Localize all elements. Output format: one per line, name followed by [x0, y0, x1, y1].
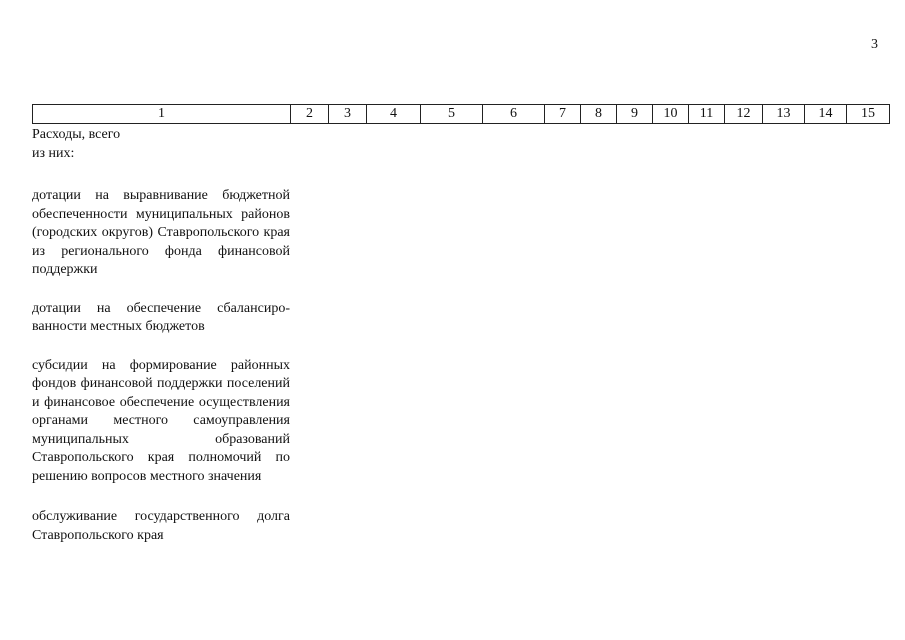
column-number-cell: 15 [847, 105, 890, 124]
row-label-subventions-funds: субсидии на формирование районных фондов финансовой поддержки поселений и финансовое обеспечение осуществления органами местного самоуправления муниципальных образований Ставропольского края полномочий по решению вопросов местного значения [32, 357, 290, 484]
column-number-cell: 8 [581, 105, 617, 124]
column-number-cell: 2 [291, 105, 329, 124]
column-number-cell: 6 [483, 105, 545, 124]
column-number-cell: 12 [725, 105, 763, 124]
column-number-cell: 9 [617, 105, 653, 124]
column-number-cell: 5 [421, 105, 483, 124]
column-number-cell: 11 [689, 105, 725, 124]
column-number-row [33, 105, 890, 124]
column-number-cell: 14 [805, 105, 847, 124]
row-label-debt-service: обслуживание государственного долга Ставропольского края [32, 509, 290, 543]
column-number-cell: 3 [329, 105, 367, 124]
column-number-cell: 1 [33, 105, 291, 124]
column-number-cell: 4 [367, 105, 421, 124]
column-number-cell: 7 [545, 105, 581, 124]
row-label-total: Расходы, всего [32, 127, 121, 142]
row-label-subsidies-balance: дотации на обеспечение сбалансированности местных бюджетов [32, 300, 290, 334]
row-labels [32, 126, 290, 545]
row-label-subsidies-equalization: дотации на выравнивание бюджетной обеспеченности муниципальных районов (городских округов) Ставропольского края из регионального фонда финансовой поддержки [32, 188, 290, 277]
column-number-header-table [32, 104, 890, 124]
row-label-of-which: из них: [32, 145, 75, 161]
column-number-cell: 10 [653, 105, 689, 124]
column-number-cell: 13 [763, 105, 805, 124]
page-number: 3 [871, 37, 878, 52]
